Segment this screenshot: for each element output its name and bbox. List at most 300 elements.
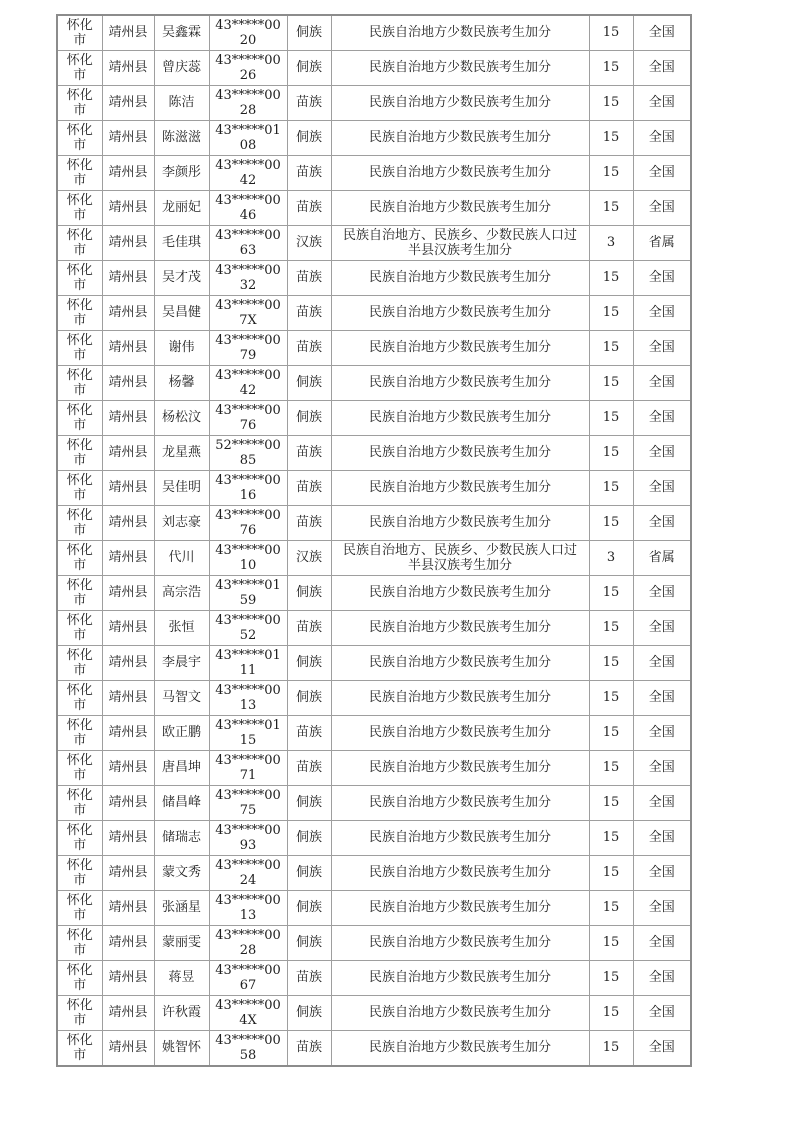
county-text: 靖州县 xyxy=(108,725,148,741)
ethnicity-text: 苗族 xyxy=(295,480,322,496)
cell-scope xyxy=(633,86,691,121)
cell-bonus-reason xyxy=(331,226,589,261)
cell-city xyxy=(57,156,102,191)
cell-scope xyxy=(633,786,691,821)
bonus-reason-text: 民族自治地方少数民族考生加分 xyxy=(368,165,551,181)
bonus-reason-text: 民族自治地方少数民族考生加分 xyxy=(368,1040,551,1056)
county-text: 靖州县 xyxy=(108,550,148,566)
cell-city xyxy=(57,611,102,646)
cell-points xyxy=(589,261,633,296)
table-row xyxy=(57,996,691,1031)
cell-city xyxy=(57,15,102,51)
student-name-text: 刘志豪 xyxy=(161,515,201,531)
id-number-text: 43*****004X xyxy=(215,997,281,1028)
cell-bonus-reason xyxy=(331,331,589,366)
city-text: 怀化市 xyxy=(66,577,93,608)
points-text: 15 xyxy=(602,200,620,216)
id-number-text: 43*****0108 xyxy=(215,122,281,153)
cell-points xyxy=(589,996,633,1031)
county-text: 靖州县 xyxy=(108,620,148,636)
cell-student-name xyxy=(154,86,209,121)
ethnicity-text: 侗族 xyxy=(295,935,322,951)
county-text: 靖州县 xyxy=(108,795,148,811)
cell-city xyxy=(57,961,102,996)
cell-bonus-reason xyxy=(331,191,589,226)
cell-points xyxy=(589,296,633,331)
cell-points xyxy=(589,646,633,681)
cell-student-name xyxy=(154,926,209,961)
county-text: 靖州县 xyxy=(108,865,148,881)
student-name-text: 欧正鹏 xyxy=(161,725,201,741)
cell-points xyxy=(589,121,633,156)
student-name-text: 陈滋滋 xyxy=(161,130,201,146)
scope-text: 全国 xyxy=(648,270,675,286)
cell-county xyxy=(102,51,154,86)
student-name-text: 姚智怀 xyxy=(161,1040,201,1056)
cell-student-name xyxy=(154,296,209,331)
city-text: 怀化市 xyxy=(66,1032,93,1063)
points-text: 3 xyxy=(606,235,616,251)
cell-city xyxy=(57,296,102,331)
points-text: 15 xyxy=(602,305,620,321)
city-text: 怀化市 xyxy=(66,997,93,1028)
table-row xyxy=(57,611,691,646)
student-name-text: 龙星燕 xyxy=(161,445,201,461)
scope-text: 全国 xyxy=(648,375,675,391)
cell-student-name xyxy=(154,436,209,471)
cell-student-name xyxy=(154,121,209,156)
cell-scope xyxy=(633,821,691,856)
ethnicity-text: 苗族 xyxy=(295,305,322,321)
county-text: 靖州县 xyxy=(108,1040,148,1056)
ethnicity-text: 侗族 xyxy=(295,130,322,146)
cell-bonus-reason xyxy=(331,646,589,681)
scope-text: 全国 xyxy=(648,200,675,216)
points-text: 15 xyxy=(602,95,620,111)
ethnicity-text: 苗族 xyxy=(295,1040,322,1056)
id-number-text: 43*****0115 xyxy=(215,717,281,748)
points-text: 15 xyxy=(602,25,620,41)
cell-scope xyxy=(633,1031,691,1067)
cell-county xyxy=(102,471,154,506)
cell-city xyxy=(57,331,102,366)
bonus-reason-text: 民族自治地方少数民族考生加分 xyxy=(368,865,551,881)
cell-bonus-reason xyxy=(331,716,589,751)
cell-scope xyxy=(633,331,691,366)
cell-scope xyxy=(633,15,691,51)
cell-county xyxy=(102,786,154,821)
cell-points xyxy=(589,716,633,751)
city-text: 怀化市 xyxy=(66,192,93,223)
city-text: 怀化市 xyxy=(66,717,93,748)
cell-city xyxy=(57,401,102,436)
points-text: 15 xyxy=(602,375,620,391)
bonus-reason-text: 民族自治地方少数民族考生加分 xyxy=(368,620,551,636)
cell-scope xyxy=(633,191,691,226)
cell-county xyxy=(102,891,154,926)
cell-ethnicity xyxy=(287,786,331,821)
cell-ethnicity xyxy=(287,296,331,331)
ethnicity-text: 苗族 xyxy=(295,620,322,636)
cell-city xyxy=(57,191,102,226)
cell-county xyxy=(102,856,154,891)
cell-student-name xyxy=(154,506,209,541)
id-number-text: 43*****0013 xyxy=(215,682,281,713)
city-text: 怀化市 xyxy=(66,682,93,713)
cell-county xyxy=(102,926,154,961)
cell-bonus-reason xyxy=(331,681,589,716)
bonus-reason-text: 民族自治地方少数民族考生加分 xyxy=(368,130,551,146)
cell-scope xyxy=(633,576,691,611)
cell-id-number xyxy=(209,15,287,51)
cell-points xyxy=(589,821,633,856)
cell-bonus-reason xyxy=(331,296,589,331)
table-row xyxy=(57,751,691,786)
student-name-text: 张恒 xyxy=(168,620,195,636)
cell-scope xyxy=(633,51,691,86)
cell-county xyxy=(102,821,154,856)
county-text: 靖州县 xyxy=(108,200,148,216)
county-text: 靖州县 xyxy=(108,60,148,76)
cell-scope xyxy=(633,121,691,156)
cell-student-name xyxy=(154,156,209,191)
scope-text: 全国 xyxy=(648,515,675,531)
table-body xyxy=(57,15,691,1066)
cell-city xyxy=(57,86,102,121)
cell-ethnicity xyxy=(287,121,331,156)
bonus-reason-text: 民族自治地方少数民族考生加分 xyxy=(368,270,551,286)
city-text: 怀化市 xyxy=(66,52,93,83)
student-name-text: 张涵星 xyxy=(161,900,201,916)
cell-ethnicity xyxy=(287,401,331,436)
scope-text: 全国 xyxy=(648,900,675,916)
cell-points xyxy=(589,436,633,471)
table-row xyxy=(57,786,691,821)
bonus-reason-text: 民族自治地方、民族乡、少数民族人口过半县汉族考生加分 xyxy=(343,227,578,258)
bonus-reason-text: 民族自治地方少数民族考生加分 xyxy=(368,200,551,216)
ethnicity-text: 侗族 xyxy=(295,795,322,811)
bonus-reason-text: 民族自治地方少数民族考生加分 xyxy=(368,585,551,601)
cell-bonus-reason xyxy=(331,926,589,961)
points-text: 15 xyxy=(602,760,620,776)
scope-text: 省属 xyxy=(648,550,675,566)
cell-id-number xyxy=(209,926,287,961)
bonus-reason-text: 民族自治地方少数民族考生加分 xyxy=(368,690,551,706)
ethnicity-text: 苗族 xyxy=(295,970,322,986)
cell-ethnicity xyxy=(287,646,331,681)
cell-scope xyxy=(633,226,691,261)
scope-text: 全国 xyxy=(648,655,675,671)
cell-points xyxy=(589,401,633,436)
points-text: 15 xyxy=(602,655,620,671)
scope-text: 全国 xyxy=(648,935,675,951)
cell-id-number xyxy=(209,996,287,1031)
cell-id-number xyxy=(209,646,287,681)
student-name-text: 李颜彤 xyxy=(161,165,201,181)
cell-points xyxy=(589,856,633,891)
cell-city xyxy=(57,891,102,926)
cell-bonus-reason xyxy=(331,156,589,191)
cell-county xyxy=(102,191,154,226)
scope-text: 全国 xyxy=(648,60,675,76)
city-text: 怀化市 xyxy=(66,17,93,48)
cell-id-number xyxy=(209,751,287,786)
table-row xyxy=(57,961,691,996)
cell-points xyxy=(589,366,633,401)
points-text: 15 xyxy=(602,795,620,811)
cell-ethnicity xyxy=(287,471,331,506)
cell-id-number xyxy=(209,961,287,996)
cell-ethnicity xyxy=(287,681,331,716)
cell-city xyxy=(57,681,102,716)
table-row xyxy=(57,156,691,191)
points-text: 15 xyxy=(602,830,620,846)
id-number-text: 43*****0111 xyxy=(215,647,281,678)
cell-ethnicity xyxy=(287,611,331,646)
cell-id-number xyxy=(209,821,287,856)
cell-student-name xyxy=(154,681,209,716)
table-row xyxy=(57,716,691,751)
ethnicity-text: 侗族 xyxy=(295,410,322,426)
cell-points xyxy=(589,331,633,366)
cell-county xyxy=(102,646,154,681)
ethnicity-text: 侗族 xyxy=(295,830,322,846)
cell-student-name xyxy=(154,471,209,506)
points-text: 15 xyxy=(602,410,620,426)
cell-ethnicity xyxy=(287,821,331,856)
ethnicity-text: 汉族 xyxy=(295,235,322,251)
cell-student-name xyxy=(154,191,209,226)
cell-scope xyxy=(633,961,691,996)
cell-points xyxy=(589,786,633,821)
student-name-text: 代川 xyxy=(168,550,195,566)
cell-student-name xyxy=(154,961,209,996)
cell-city xyxy=(57,751,102,786)
cell-student-name xyxy=(154,856,209,891)
student-name-text: 蒋昱 xyxy=(168,970,195,986)
table-row xyxy=(57,51,691,86)
cell-points xyxy=(589,15,633,51)
cell-scope xyxy=(633,296,691,331)
cell-id-number xyxy=(209,716,287,751)
county-text: 靖州县 xyxy=(108,25,148,41)
ethnicity-text: 苗族 xyxy=(295,95,322,111)
ethnicity-text: 侗族 xyxy=(295,1005,322,1021)
ethnicity-text: 侗族 xyxy=(295,585,322,601)
county-text: 靖州县 xyxy=(108,410,148,426)
points-text: 15 xyxy=(602,130,620,146)
cell-id-number xyxy=(209,121,287,156)
table-row xyxy=(57,296,691,331)
city-text: 怀化市 xyxy=(66,927,93,958)
cell-student-name xyxy=(154,331,209,366)
cell-scope xyxy=(633,261,691,296)
points-text: 15 xyxy=(602,690,620,706)
cell-bonus-reason xyxy=(331,541,589,576)
county-text: 靖州县 xyxy=(108,515,148,531)
id-number-text: 43*****0013 xyxy=(215,892,281,923)
scope-text: 全国 xyxy=(648,795,675,811)
county-text: 靖州县 xyxy=(108,935,148,951)
cell-county xyxy=(102,506,154,541)
id-number-text: 43*****0032 xyxy=(215,262,281,293)
student-name-text: 马智文 xyxy=(161,690,201,706)
table-row xyxy=(57,1031,691,1067)
cell-county xyxy=(102,436,154,471)
cell-bonus-reason xyxy=(331,996,589,1031)
cell-id-number xyxy=(209,401,287,436)
cell-county xyxy=(102,611,154,646)
points-text: 15 xyxy=(602,900,620,916)
id-number-text: 43*****0016 xyxy=(215,472,281,503)
cell-county xyxy=(102,961,154,996)
cell-bonus-reason xyxy=(331,471,589,506)
cell-id-number xyxy=(209,611,287,646)
county-text: 靖州县 xyxy=(108,95,148,111)
id-number-text: 43*****0067 xyxy=(215,962,281,993)
cell-ethnicity xyxy=(287,926,331,961)
cell-bonus-reason xyxy=(331,51,589,86)
scope-text: 全国 xyxy=(648,970,675,986)
id-number-text: 43*****007X xyxy=(215,297,281,328)
cell-id-number xyxy=(209,366,287,401)
ethnicity-text: 苗族 xyxy=(295,515,322,531)
cell-city xyxy=(57,716,102,751)
cell-points xyxy=(589,541,633,576)
cell-student-name xyxy=(154,541,209,576)
cell-county xyxy=(102,261,154,296)
id-number-text: 43*****0028 xyxy=(215,927,281,958)
ethnicity-text: 苗族 xyxy=(295,760,322,776)
cell-id-number xyxy=(209,261,287,296)
cell-bonus-reason xyxy=(331,1031,589,1067)
cell-city xyxy=(57,436,102,471)
id-number-text: 43*****0063 xyxy=(215,227,281,258)
table-row xyxy=(57,226,691,261)
points-text: 15 xyxy=(602,725,620,741)
scope-text: 全国 xyxy=(648,620,675,636)
cell-id-number xyxy=(209,296,287,331)
city-text: 怀化市 xyxy=(66,857,93,888)
county-text: 靖州县 xyxy=(108,445,148,461)
scope-text: 全国 xyxy=(648,480,675,496)
table-row xyxy=(57,261,691,296)
cell-id-number xyxy=(209,86,287,121)
cell-ethnicity xyxy=(287,86,331,121)
id-number-text: 43*****0026 xyxy=(215,52,281,83)
cell-points xyxy=(589,681,633,716)
city-text: 怀化市 xyxy=(66,647,93,678)
cell-scope xyxy=(633,611,691,646)
cell-id-number xyxy=(209,541,287,576)
cell-id-number xyxy=(209,156,287,191)
student-name-text: 陈洁 xyxy=(168,95,195,111)
student-name-text: 李晨宇 xyxy=(161,655,201,671)
scope-text: 全国 xyxy=(648,445,675,461)
points-text: 15 xyxy=(602,1040,620,1056)
student-name-text: 许秋霞 xyxy=(161,1005,201,1021)
bonus-reason-text: 民族自治地方少数民族考生加分 xyxy=(368,410,551,426)
city-text: 怀化市 xyxy=(66,962,93,993)
id-number-text: 43*****0042 xyxy=(215,367,281,398)
cell-id-number xyxy=(209,331,287,366)
student-name-text: 谢伟 xyxy=(168,340,195,356)
bonus-reason-text: 民族自治地方少数民族考生加分 xyxy=(368,725,551,741)
county-text: 靖州县 xyxy=(108,655,148,671)
city-text: 怀化市 xyxy=(66,332,93,363)
points-text: 15 xyxy=(602,270,620,286)
cell-student-name xyxy=(154,401,209,436)
id-number-text: 43*****0079 xyxy=(215,332,281,363)
cell-id-number xyxy=(209,226,287,261)
cell-id-number xyxy=(209,51,287,86)
bonus-reason-text: 民族自治地方少数民族考生加分 xyxy=(368,305,551,321)
cell-points xyxy=(589,961,633,996)
points-text: 15 xyxy=(602,165,620,181)
cell-ethnicity xyxy=(287,331,331,366)
cell-student-name xyxy=(154,226,209,261)
student-name-text: 蒙丽雯 xyxy=(161,935,201,951)
ethnicity-text: 苗族 xyxy=(295,165,322,181)
cell-scope xyxy=(633,436,691,471)
cell-bonus-reason xyxy=(331,261,589,296)
cell-city xyxy=(57,51,102,86)
cell-bonus-reason xyxy=(331,786,589,821)
cell-ethnicity xyxy=(287,156,331,191)
cell-points xyxy=(589,926,633,961)
table-row xyxy=(57,856,691,891)
ethnicity-text: 侗族 xyxy=(295,690,322,706)
table-row xyxy=(57,86,691,121)
cell-student-name xyxy=(154,646,209,681)
city-text: 怀化市 xyxy=(66,262,93,293)
points-text: 15 xyxy=(602,60,620,76)
student-name-text: 蒙文秀 xyxy=(161,865,201,881)
cell-bonus-reason xyxy=(331,856,589,891)
city-text: 怀化市 xyxy=(66,542,93,573)
cell-points xyxy=(589,751,633,786)
county-text: 靖州县 xyxy=(108,900,148,916)
ethnicity-text: 苗族 xyxy=(295,270,322,286)
table-row xyxy=(57,15,691,51)
city-text: 怀化市 xyxy=(66,402,93,433)
cell-city xyxy=(57,541,102,576)
student-name-text: 储瑞志 xyxy=(161,830,201,846)
county-text: 靖州县 xyxy=(108,340,148,356)
city-text: 怀化市 xyxy=(66,612,93,643)
scope-text: 全国 xyxy=(648,95,675,111)
scope-text: 全国 xyxy=(648,305,675,321)
cell-scope xyxy=(633,366,691,401)
cell-county xyxy=(102,226,154,261)
cell-id-number xyxy=(209,576,287,611)
cell-student-name xyxy=(154,821,209,856)
cell-scope xyxy=(633,471,691,506)
cell-student-name xyxy=(154,1031,209,1067)
cell-student-name xyxy=(154,891,209,926)
county-text: 靖州县 xyxy=(108,130,148,146)
points-text: 15 xyxy=(602,585,620,601)
cell-points xyxy=(589,891,633,926)
cell-ethnicity xyxy=(287,436,331,471)
cell-id-number xyxy=(209,471,287,506)
cell-county xyxy=(102,156,154,191)
ethnicity-text: 侗族 xyxy=(295,655,322,671)
cell-points xyxy=(589,506,633,541)
cell-city xyxy=(57,576,102,611)
bonus-reason-text: 民族自治地方少数民族考生加分 xyxy=(368,760,551,776)
id-number-text: 43*****0046 xyxy=(215,192,281,223)
